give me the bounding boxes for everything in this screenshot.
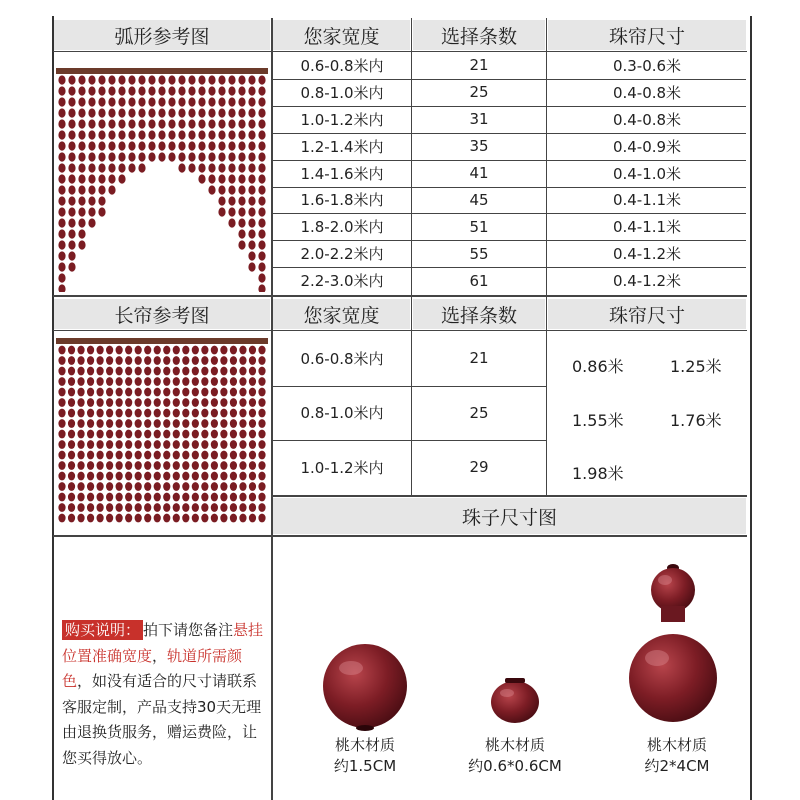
long-strand: [135, 346, 142, 523]
long-strand: [211, 346, 218, 523]
arc-row-width: 1.0-1.2米内: [300, 110, 384, 129]
long-strand: [163, 346, 170, 523]
arc-header-count: 选择条数: [413, 20, 545, 50]
arc-row-count: 31: [469, 110, 489, 129]
long-strand: [230, 346, 237, 523]
bead-size-1: 约1.5CM: [333, 757, 397, 775]
purchase-note-text2: ，: [152, 646, 168, 665]
bead-material-1: 桃木材质: [334, 736, 395, 754]
long-row-width: 0.6-0.8米内: [300, 349, 384, 368]
purchase-note-text1: 拍下请您备注: [143, 621, 234, 639]
arc-row-size: 0.4-1.0米: [612, 164, 682, 183]
arc-strand: [118, 75, 125, 183]
arc-row-size: 0.4-0.9米: [612, 137, 682, 156]
bead-material-2: 桃木材质: [484, 736, 545, 754]
long-strand: [125, 346, 132, 523]
long-strand: [68, 346, 75, 523]
arc-row-count: 35: [469, 137, 489, 156]
bead-caption-2: [445, 735, 585, 777]
long-header-size: 珠帘尺寸: [548, 299, 746, 329]
long-title: 长帘参考图: [54, 299, 270, 329]
long-strand: [173, 346, 180, 523]
bead-title: 珠子尺寸图: [273, 498, 746, 534]
bead-material-3: 桃木材质: [646, 736, 707, 754]
long-rail: [56, 338, 268, 344]
long-row-width: 1.0-1.2米内: [300, 458, 384, 477]
arc-strand: [168, 75, 175, 161]
purchase-note-red2: 轨道所需颜色: [62, 646, 243, 690]
purchase-note: [62, 618, 268, 771]
gourd-bead: [629, 564, 717, 722]
long-strand: [106, 346, 113, 523]
arc-row-width: 1.6-1.8米内: [300, 191, 384, 210]
arc-strand: [128, 75, 135, 172]
long-strand: [77, 346, 84, 523]
arc-row-width: 2.0-2.2米内: [300, 245, 384, 264]
arc-row-width: 1.2-1.4米内: [300, 137, 384, 156]
arc-row-width: 1.4-1.6米内: [300, 164, 384, 183]
long-strand: [87, 346, 94, 523]
arc-strand: [208, 75, 215, 194]
long-row-count: 29: [469, 458, 489, 477]
arc-strand: [188, 75, 195, 172]
long-row-count: 25: [469, 403, 489, 422]
long-header-width: 您家宽度: [273, 299, 410, 329]
arc-strand: [88, 75, 95, 227]
arc-strand: [218, 75, 225, 216]
long-strand: [154, 346, 161, 523]
arc-row-count: 21: [469, 56, 489, 75]
arc-row-count: 51: [469, 217, 489, 236]
arc-strand: [248, 75, 255, 271]
arc-header-width: 您家宽度: [273, 20, 410, 50]
arc-strand: [238, 75, 245, 249]
arc-strand: [138, 75, 145, 172]
arc-row-size: 0.4-0.8米: [612, 83, 682, 102]
arc-row-width: 2.2-3.0米内: [300, 272, 384, 291]
arc-row-size: 0.4-1.1米: [612, 191, 682, 210]
long-size-2: 1.25米: [670, 357, 722, 376]
purchase-note-text3: ，如没有适合的尺寸请联系客服定制，产品支持30天无理由退换货服务，赠运费险，让您买得放心。: [62, 672, 262, 767]
arc-row-count: 25: [469, 83, 489, 102]
long-strand: [144, 346, 151, 523]
arc-row-width: 0.6-0.8米内: [300, 56, 384, 75]
round-bead-large: [323, 644, 407, 731]
arc-row-size: 0.3-0.6米: [612, 56, 682, 75]
arc-row-size: 0.4-1.2米: [612, 245, 682, 264]
arc-row-count: 61: [469, 271, 489, 290]
arc-row-count: 41: [469, 164, 489, 183]
long-strand: [192, 346, 199, 523]
bead-images: [273, 540, 746, 740]
arc-strand: [258, 75, 265, 292]
purchase-note-tag: 购买说明：: [62, 620, 143, 640]
arc-strand: [158, 75, 165, 161]
arc-row-count: 45: [469, 190, 489, 209]
long-row-count: 21: [469, 349, 489, 368]
bead-caption-1: [300, 735, 430, 777]
long-header-count: 选择条数: [413, 299, 545, 329]
long-row-width: 0.8-1.0米内: [300, 404, 384, 423]
long-size-1: 0.86米: [572, 357, 624, 376]
arc-strand: [68, 75, 75, 271]
arc-strand: [178, 75, 185, 172]
long-strand: [239, 346, 246, 523]
arc-strand: [108, 75, 115, 194]
arc-row-width: 1.8-2.0米内: [300, 218, 384, 237]
long-strand: [249, 346, 256, 523]
arc-strand: [58, 75, 65, 292]
purchase-note-red1: 悬挂位置准确宽度: [62, 621, 264, 665]
long-curtain-image: [54, 332, 270, 532]
arc-strand: [78, 75, 85, 249]
long-size-3: 1.55米: [572, 411, 624, 430]
long-strand: [258, 346, 265, 523]
arc-title: 弧形参考图: [54, 20, 270, 50]
bead-size-3: 约2*4CM: [644, 757, 710, 775]
long-size-4: 1.76米: [670, 411, 722, 430]
arc-strand: [148, 75, 155, 161]
long-strand: [220, 346, 227, 523]
long-size-5: 1.98米: [572, 464, 624, 483]
arc-row-width: 0.8-1.0米内: [300, 83, 384, 102]
long-strand: [58, 346, 65, 523]
long-strand: [201, 346, 208, 523]
long-strand: [96, 346, 103, 523]
arc-row-size: 0.4-1.2米: [612, 272, 682, 291]
arc-row-count: 55: [469, 244, 489, 263]
arc-strand: [98, 75, 105, 216]
arc-row-size: 0.4-1.1米: [612, 218, 682, 237]
bead-size-2: 约0.6*0.6CM: [468, 757, 562, 775]
round-bead-small: [491, 678, 539, 723]
arc-header-size: 珠帘尺寸: [548, 20, 746, 50]
long-strand: [116, 346, 123, 523]
arc-curtain-image: [54, 52, 270, 292]
long-strand: [182, 346, 189, 523]
bead-caption-3: [612, 735, 742, 777]
arc-strand: [198, 75, 205, 183]
arc-row-size: 0.4-0.8米: [612, 110, 682, 129]
arc-strand: [228, 75, 235, 227]
arc-rail: [56, 68, 268, 74]
